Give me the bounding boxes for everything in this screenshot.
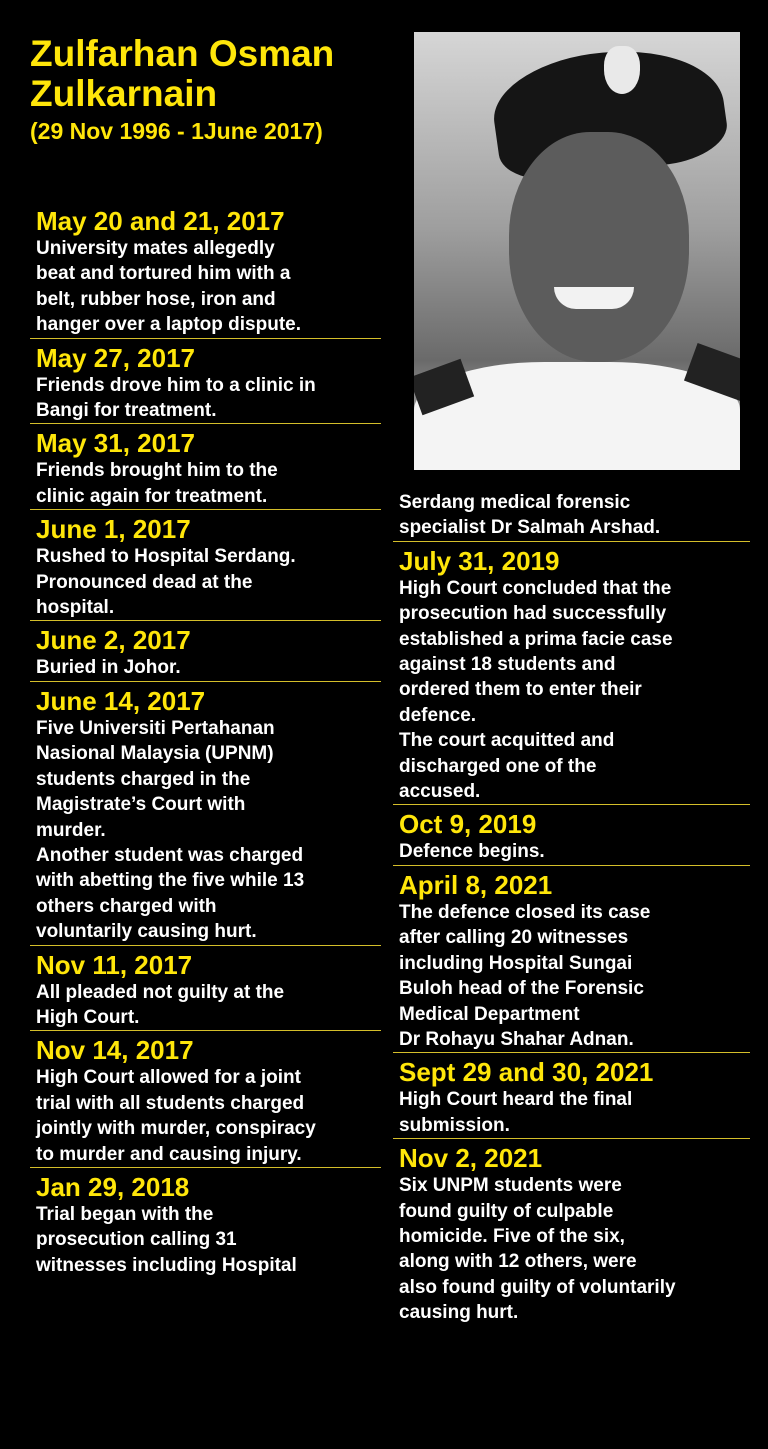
entry-text: High Court heard the final submission. [399,1089,633,1136]
timeline-entry [30,509,381,620]
timeline-entry [30,1167,381,1278]
entry-text: Friends drove him to a clinic in Bangi for treatment. [36,374,316,422]
entry-text: High Court allowed for a joint trial with all students charged jointly with murder, conspiracy to murder and causing injury. [36,1067,316,1165]
entry-date: Nov 14, 2017 [36,1035,194,1066]
entry-text: High Court concluded that the prosecution had successfully established a prima facie case against 18 students and ordered them to enter their defence. The court acquitted and discharged one of the accused. [399,577,673,803]
person-name: Zulfarhan Osman Zulkarnain [30,33,335,114]
timeline-entry [393,865,750,1052]
entry-text: The defence closed its case after calling 20 witnesses including Hospital Sungai Buloh head of the Forensic Medical Department Dr Rohayu Shahar Adnan. [399,901,651,1050]
portrait-photo [414,32,740,470]
timeline-entry [30,423,381,509]
entry-text: Rushed to Hospital Serdang. Pronounced dead at the hospital. [36,546,296,619]
entry-date: Oct 9, 2019 [399,809,537,840]
entry-text: Trial began with the prosecution calling 31 witnesses including Hospital [36,1203,297,1276]
entry-date: April 8, 2021 [399,869,553,900]
entry-text: Six UNPM students were found guilty of culpable homicide. Five of the six, along with 12 others, were also found guilty of voluntarily causing hurt. [399,1175,676,1324]
timeline-entry [30,620,381,680]
timeline-entry-continued [393,486,750,541]
entry-date: June 14, 2017 [36,685,206,716]
entry-text: Serdang medical forensic specialist Dr Salmah Arshad. [399,492,661,539]
entry-text: All pleaded not guilty at the High Court. [36,981,285,1028]
timeline-left-column [30,202,381,1278]
smile-shape [554,287,634,309]
beret-badge-icon [604,46,640,94]
entry-date: Sept 29 and 30, 2021 [399,1057,654,1088]
entry-date: June 1, 2017 [36,514,191,545]
entry-text: Friends brought him to the clinic again for treatment. [36,460,278,507]
entry-date: July 31, 2019 [399,545,560,576]
entry-date: June 2, 2017 [36,625,191,656]
timeline-entry [30,338,381,424]
timeline-entry [30,202,381,338]
entry-text: University mates allegedly beat and tortured him with a belt, rubber hose, iron and hanger over a laptop dispute. [36,238,301,336]
timeline-entry [393,1052,750,1138]
entry-text: Defence begins. [399,841,545,863]
timeline-entry [30,681,381,945]
face-shape [509,132,689,362]
timeline-entry [393,804,750,864]
entry-date: Nov 2, 2021 [399,1143,543,1174]
timeline-entry [393,1138,750,1325]
timeline-entry [393,541,750,805]
life-dates: (29 Nov 1996 - 1June 2017) [30,118,323,144]
entry-date: May 31, 2017 [36,428,196,459]
entry-text: Five Universiti Pertahanan Nasional Malaysia (UPNM) students charged in the Magistrate’s Court with murder. Another student was charged with abetting the five while 13 others charged with voluntarily causing hurt. [36,717,305,943]
entry-date: Nov 11, 2017 [36,949,193,980]
entry-date: Jan 29, 2018 [36,1171,190,1202]
entry-text: Buried in Johor. [36,657,181,679]
entry-date: May 20 and 21, 2017 [36,206,285,236]
entry-date: May 27, 2017 [36,342,196,373]
timeline-entry [30,945,381,1031]
timeline-entry [30,1030,381,1167]
page-title [30,34,410,146]
timeline-right-column [393,486,750,1326]
